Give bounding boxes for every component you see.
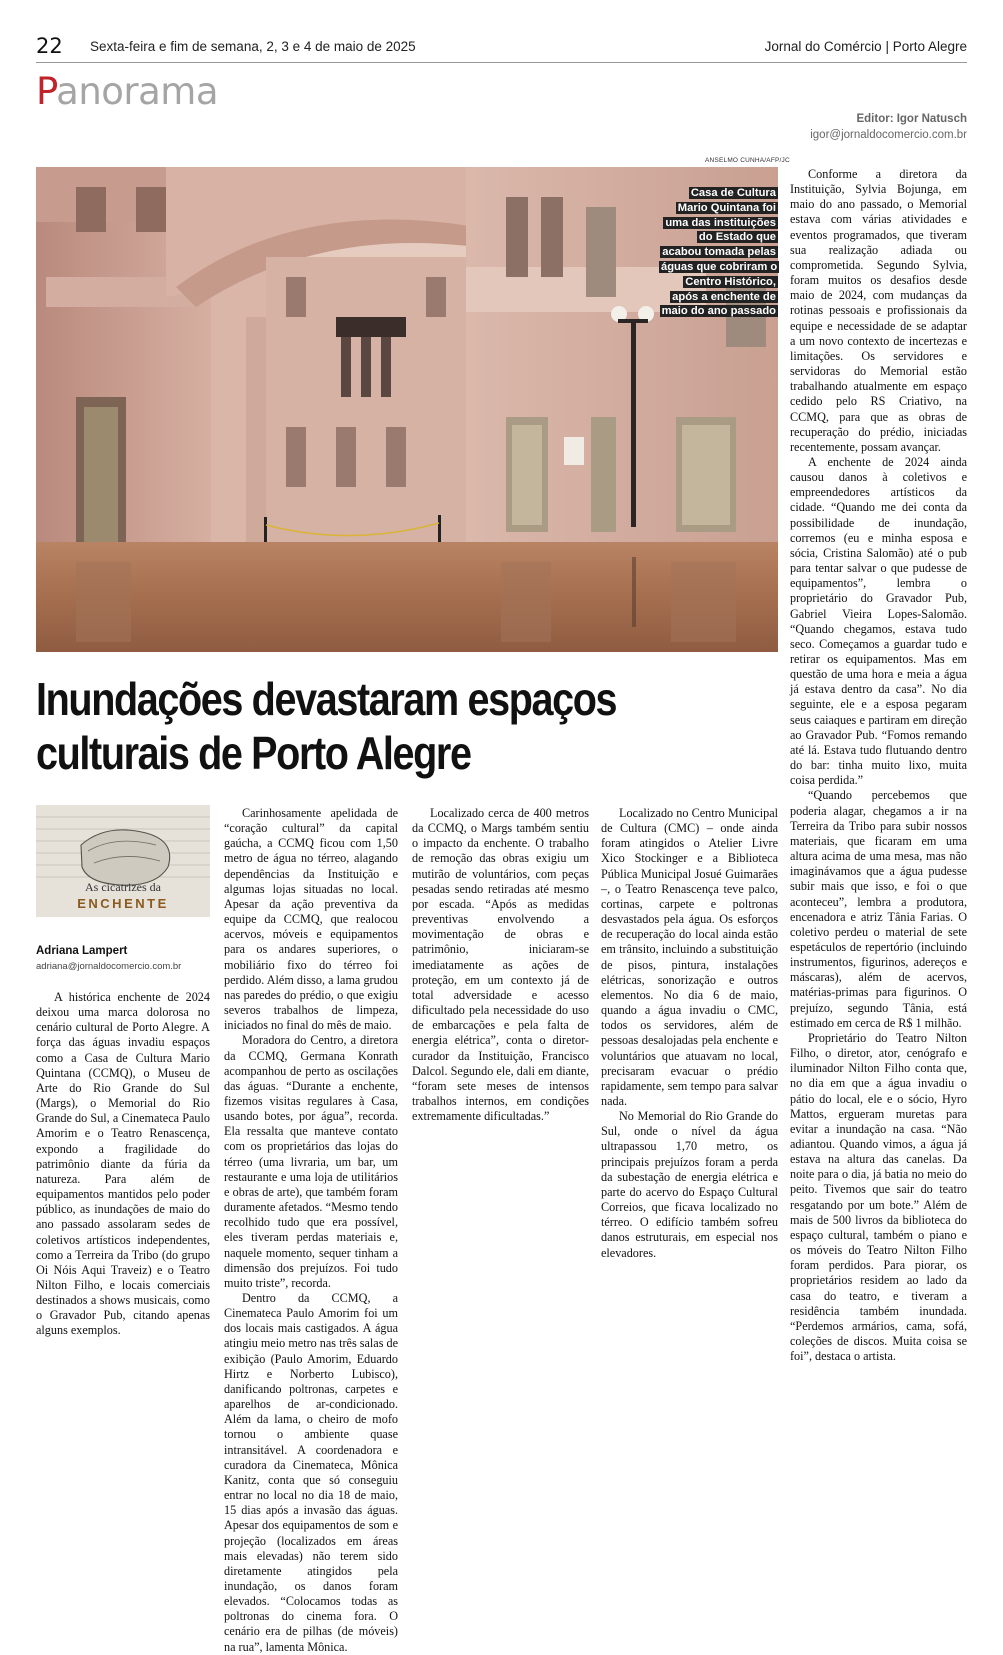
editor-block	[810, 111, 967, 143]
photo-caption-text: Casa de Cultura Mario Quintana foi uma das instituições do Estado que acabou tomada pelas águas que cobriram o Centro Histórico, após a enchente de maio do ano passado	[661, 187, 778, 318]
section-title	[36, 70, 218, 114]
issue-date: Sexta-feira e fim de semana, 2, 3 e 4 de maio de 2025	[90, 39, 416, 54]
article-headline: Inundações devastaram espaços culturais de Porto Alegre	[36, 673, 617, 779]
photo-caption	[659, 186, 778, 319]
photo-credit: ANSELMO CUNHA/AFP/JC	[705, 157, 790, 164]
article-column-4	[601, 806, 778, 1312]
header-rule	[36, 62, 967, 63]
paragraph: Conforme a diretora da Instituição, Sylvia Bojunga, em maio do ano passado, o Memorial estava com várias atividades e eventos programados, que tiveram sua realização adiada ou comprometida. Segundo Sylvia, foram muitos os desafios desde maio de 2024, com mudanças da rotinas pessoais e profissionais da equipe e necessidade de se adaptar a um novo contexto de incertezas e limitações. Os servidores e servidoras do Memorial estão trabalhando atualmente em espaço cedido pelo RS Criativo, na CCMQ, para que as obras de recuperação do prédio, iniciadas recentemente, possam avançar.	[790, 167, 967, 454]
article-column-2	[224, 806, 398, 1654]
paragraph: Dentro da CCMQ, a Cinemateca Paulo Amorim foi um dos locais mais castigados. A água atingiu meio metro nas três salas de exibição (Paulo Amorim, Eduardo Hirtz e Norberto Lubisco), danificando poltronas, carpetes e aparelhos de ar-condicionado. Além da lama, o cheiro de mofo tornou o ambiente quase intransitável. A coordenadora e curadora da Cinemateca, Mônica Kanitz, conta que só conseguiu entrar no local no dia 18 de maio, 15 dias após a invasão das águas. Apesar dos equipamentos de som e projeção (localizados em áreas mais elevadas) não terem sido diretamente atingidos pela inundação, os danos foram elevados. “Colocamos todas as poltronas do cinema fora. O cenário era de pilhas (de móveis) na rua”, lamenta Mônica.	[224, 1291, 398, 1654]
paragraph: “Quando percebemos que poderia alagar, chegamos a ir na Terreira da Tribo para subir nossos materiais, que ficaram em uma altura acima de uma mesa, mas não imaginávamos que a água pudesse subir mais que isso, e foi o que aconteceu”, lembra a produtora, encenadora e atriz Tânia Farias. O coletivo perdeu o material de sete espetáculos de repertório (incluindo instrumentos, figurinos, adereços e máscaras), além de acervos, matérias-primas para figurinos. O prejuízo, segundo Tânia, está estimado em cerca de R$ 1 milhão.	[790, 788, 967, 1030]
paragraph: Carinhosamente apelidada de “coração cultural” da capital gaúcha, a CCMQ ficou com 1,50 metro de água no térreo, alagando dependências da Instituição e algumas lojas situadas no local. Apesar da ação preventiva da equipe da CCMQ, que realocou acervos, móveis e equipamentos para os andares superiores, o mobiliário fixo do térreo foi perdido. Além disso, a lama grudou nas paredes do prédio, o que exigiu severos trabalhos de limpeza, iniciados no final do mês de maio.	[224, 806, 398, 1033]
article-column-3	[412, 806, 589, 1312]
paragraph: Moradora do Centro, a diretora da CCMQ, Germana Konrath acompanhou de perto as oscilações das águas. “Durante a enchente, fizemos visitas regulares à Casa, usando botes, por água”, recorda. Ela ressalta que manteve contato com os proprietários das lojas do térreo (uma livraria, um bar, um restaurante e uma loja de utilitários e obras de arte), que também foram duramente afetados. “Mesmo tendo recolhido tudo que era possível, eles tiveram perdas materiais e, naquele momento, sequer tinham a dimensão dos prejuízos. Foi tudo muito triste”, recorda.	[224, 1033, 398, 1290]
section-title-initial: P	[36, 70, 57, 113]
paragraph: Localizado no Centro Municipal de Cultura (CMC) – onde ainda foram atingidos o Atelier Livre Xico Stockinger e a Biblioteca Pública Municipal Josué Guimarães –, o Teatro Renascença teve palco, cortinas, carpete e poltronas desvastados pela água. Os esforços de recuperação do local ainda estão em trânsito, incluindo a substituição de pisos, pintura, instalações elétricas, sonorização e outros elementos. No dia 6 de maio, quando a água invadiu o CMC, todos os servidores, além de pessoas desalojadas pela enchente e voluntários que atuavam no local, precisaram evacuar o prédio rapidamente, sem tempo para salvar nada.	[601, 806, 778, 1108]
paragraph: A histórica enchente de 2024 deixou uma marca dolorosa no cenário cultural de Porto Alegre. A força das águas invadiu espaços como a Casa de Cultura Mario Quintana (CCMQ), o Museu de Arte do Rio Grande do Sul (Margs), o Memorial do Rio Grande do Sul, a Cinemateca Paulo Amorim e o Teatro Renascença, expondo a fragilidade do patrimônio diante da fúria da natureza. Para além de equipamentos mantidos pelo poder público, as inundações de maio do ano passado assolaram sedes de coletivos artísticos independentes, como a Terreira da Tribo (do grupo Oi Nóis Aqui Traveiz) e o Teatro Nilton Filho, e locais comerciais destinados a shows musicais, como o Gravador Pub, citando apenas alguns exemplos.	[36, 990, 210, 1338]
paragraph: Localizado cerca de 400 metros da CCMQ, o Margs também sentiu o impacto da enchente. O trabalho de remoção das obras exigiu um mutirão de voluntários, com peças pesadas sendo retiradas até mesmo por escada. “Após as medidas preventivas envolvendo a movimentação de obras e patrimônio, iniciaram-se imediatamente as ações de proteção, em um contexto já de total adversidade e acesso dificultado pela necessidade do uso de embarcações e pela falta de energia elétrica”, conta o diretor-curador da Instituição, Francisco Dalcol. Segundo ele, dali em diante, “foram sete meses de intensos trabalhos internos, em condições extremamente dificultadas.”	[412, 806, 589, 1124]
paragraph: A enchente de 2024 ainda causou danos à coletivos e empreendedores artísticos da cidade. “Quando me dei conta da possibilidade de inundação, corremos (eu e minha esposa e sócia, Cristina Salomão) até o pub para tentar salvar o que pudesse de equipamentos”, lembra o proprietário do Gravador Pub, Gabriel Vieira Lopes-Salomão. “Quando chegamos, estava tudo seco. Começamos a guardar tudo e retirar os equipamentos. Mas em questão de uma hora e meia a água já estava dentro da casa”. No dia seguinte, ele e a esposa pegaram seus caiaques e partiram em direção ao Gravador Pub. “Fomos remando até lá. Estava tudo flutuando dentro do bar: tinha muito lixo, muita coisa perdida.”	[790, 454, 967, 788]
article-column-1	[36, 990, 210, 1338]
author-name: Adriana Lampert	[36, 945, 128, 957]
publication-name: Jornal do Comércio | Porto Alegre	[764, 39, 967, 54]
page-number: 22	[36, 34, 63, 58]
article-column-5	[790, 167, 967, 1364]
series-label-top: As cicatrizes da	[85, 880, 161, 894]
series-label-bottom: ENCHENTE	[77, 896, 169, 911]
section-title-rest: anorama	[56, 70, 219, 113]
author-email[interactable]: adriana@jornaldocomercio.com.br	[36, 961, 182, 972]
editor-name: Editor: Igor Natusch	[856, 113, 967, 125]
editor-email[interactable]: igor@jornaldocomercio.com.br	[810, 129, 967, 141]
paragraph: Proprietário do Teatro Nilton Filho, o diretor, ator, cenógrafo e iluminador Nilton Filho conta que, no dia em que a água invadiu o pátio do local, ele e o sócio, Hyro Mattos, ergueram muretas para evitar a inundação na casa. “Não adiantou. Quando vimos, a água já estava na altura das canelas. Da noite para o dia, já batia no meio do peito. Tivemos que sair do teatro resgatando por um bote.” Além de mais de 500 livros da biblioteca do espaço cultural, também o piano e os móveis do Teatro Nilton Filho foram perdidos. Para piorar, os proprietários residem ao lado da casa do teatro, e tiveram a residência também inundada. “Perdemos armários, cama, sofá, coleções de discos. Muita coisa se foi”, destaca o artista.	[790, 1030, 967, 1364]
paragraph: No Memorial do Rio Grande do Sul, onde o nível da água ultrapassou 1,70 metro, os principais prejuízos foram a perda da subestação de energia elétrica e parte do acervo do Espaço Cultural Correios, que ficava localizado no térreo. O edifício também sofreu danos estruturais, em especial nos elevadores.	[601, 1109, 778, 1260]
